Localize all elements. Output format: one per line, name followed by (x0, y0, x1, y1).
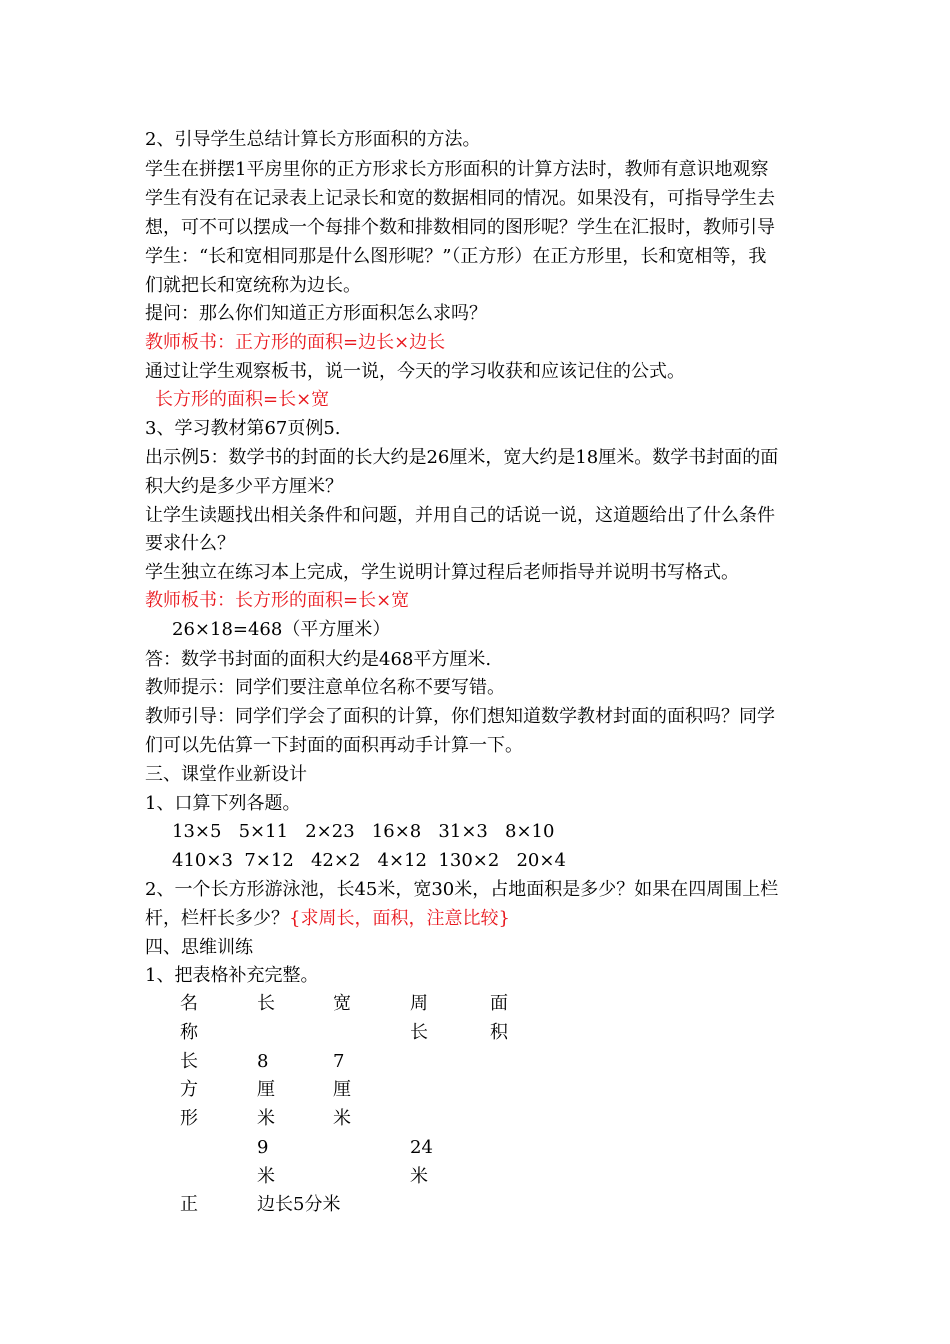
table-header-area-2: 积 (490, 1022, 508, 1043)
table-rect-label-3: 形 (180, 1108, 198, 1129)
paragraph-line: 学生有没有在记录表上记录长和宽的数据相同的情况。如果没有，可指导学生去 (145, 188, 775, 209)
table-header-name-1: 名 (180, 993, 198, 1014)
paragraph-line: 2、一个长方形游泳池，长45米，宽30米，占地面积是多少？如果在四周围上栏 (145, 879, 779, 900)
table-header-width: 宽 (333, 993, 351, 1014)
table-rect-width-1: 7 (333, 1051, 345, 1072)
section-heading: 2、引导学生总结计算长方形面积的方法。 (145, 129, 481, 150)
table-row2-perimeter-1: 24 (410, 1137, 433, 1158)
section-heading: 四、思维训练 (145, 937, 253, 958)
mental-math-row: 13×5 5×11 2×23 16×8 31×3 8×10 (172, 821, 555, 842)
section-heading: 3、学习教材第67页例5. (145, 418, 341, 439)
paragraph-line: 要求什么？ (145, 533, 235, 554)
table-rect-label-1: 长 (180, 1051, 198, 1072)
table-header-name-2: 称 (180, 1022, 198, 1043)
section-heading: 三、课堂作业新设计 (145, 764, 307, 785)
formula-rectangle: 长方形的面积=长×宽 (155, 389, 330, 410)
paragraph-line (145, 905, 510, 933)
teaching-note: {求周长，面积，注意比较} (289, 908, 510, 929)
table-header-area-1: 面 (490, 993, 508, 1014)
mental-math-row: 410×3 7×12 42×2 4×12 130×2 20×4 (172, 850, 566, 871)
table-rect-length-2: 厘 (257, 1079, 275, 1100)
table-rect-width-2: 厘 (333, 1079, 351, 1100)
paragraph-line: 们就把长和宽统称为边长。 (145, 275, 361, 296)
table-header-length: 长 (257, 993, 275, 1014)
paragraph-line: 想，可不可以摆成一个每排个数和排数相同的图形呢？学生在汇报时，教师引导 (145, 217, 775, 238)
table-header-perimeter-2: 长 (410, 1022, 428, 1043)
table-row2-perimeter-2: 米 (410, 1166, 428, 1187)
table-rect-length-1: 8 (257, 1051, 269, 1072)
paragraph-line: 学生在拼摆1平房里你的正方形求长方形面积的计算方法时，教师有意识地观察 (145, 159, 769, 180)
table-rect-width-3: 米 (333, 1108, 351, 1129)
board-note-rectangle: 教师板书：长方形的面积=长×宽 (145, 590, 410, 611)
paragraph-line: 通过让学生观察板书，说一说，今天的学习收获和应该记住的公式。 (145, 361, 685, 382)
table-rect-length-3: 米 (257, 1108, 275, 1129)
paragraph-line: 出示例5：数学书的封面的长大约是26厘米，宽大约是18厘米。数学书封面的面 (145, 447, 779, 468)
table-square-side: 边长5分米 (257, 1194, 341, 1215)
table-row2-length-2: 米 (257, 1166, 275, 1187)
board-note-square: 教师板书：正方形的面积=边长×边长 (145, 332, 446, 353)
paragraph-line: 学生独立在练习本上完成，学生说明计算过程后老师指导并说明书写格式。 (145, 562, 739, 583)
table-square-label: 正 (180, 1194, 198, 1215)
paragraph-line: 教师引导：同学们学会了面积的计算，你们想知道数学教材封面的面积吗？同学 (145, 706, 775, 727)
question-text: 杆，栏杆长多少？ (145, 908, 289, 929)
calculation-line: 26×18=468（平方厘米） (172, 619, 391, 640)
paragraph-line: 教师提示：同学们要注意单位名称不要写错。 (145, 677, 505, 698)
table-rect-label-2: 方 (180, 1079, 198, 1100)
table-row2-length-1: 9 (257, 1137, 269, 1158)
table-header-perimeter-1: 周 (410, 993, 428, 1014)
paragraph-line: 让学生读题找出相关条件和问题，并用自己的话说一说，这道题给出了什么条件 (145, 505, 775, 526)
exercise-heading: 1、口算下列各题。 (145, 793, 301, 814)
paragraph-line: 积大约是多少平方厘米？ (145, 476, 343, 497)
exercise-heading: 1、把表格补充完整。 (145, 965, 319, 986)
paragraph-line: 们可以先估算一下封面的面积再动手计算一下。 (145, 735, 523, 756)
paragraph-line: 学生：“长和宽相同那是什么图形呢？”（正方形）在正方形里，长和宽相等，我 (145, 246, 767, 267)
question-line: 提问：那么你们知道正方形面积怎么求吗？ (145, 303, 487, 324)
answer-line: 答：数学书封面的面积大约是468平方厘米. (145, 649, 492, 670)
